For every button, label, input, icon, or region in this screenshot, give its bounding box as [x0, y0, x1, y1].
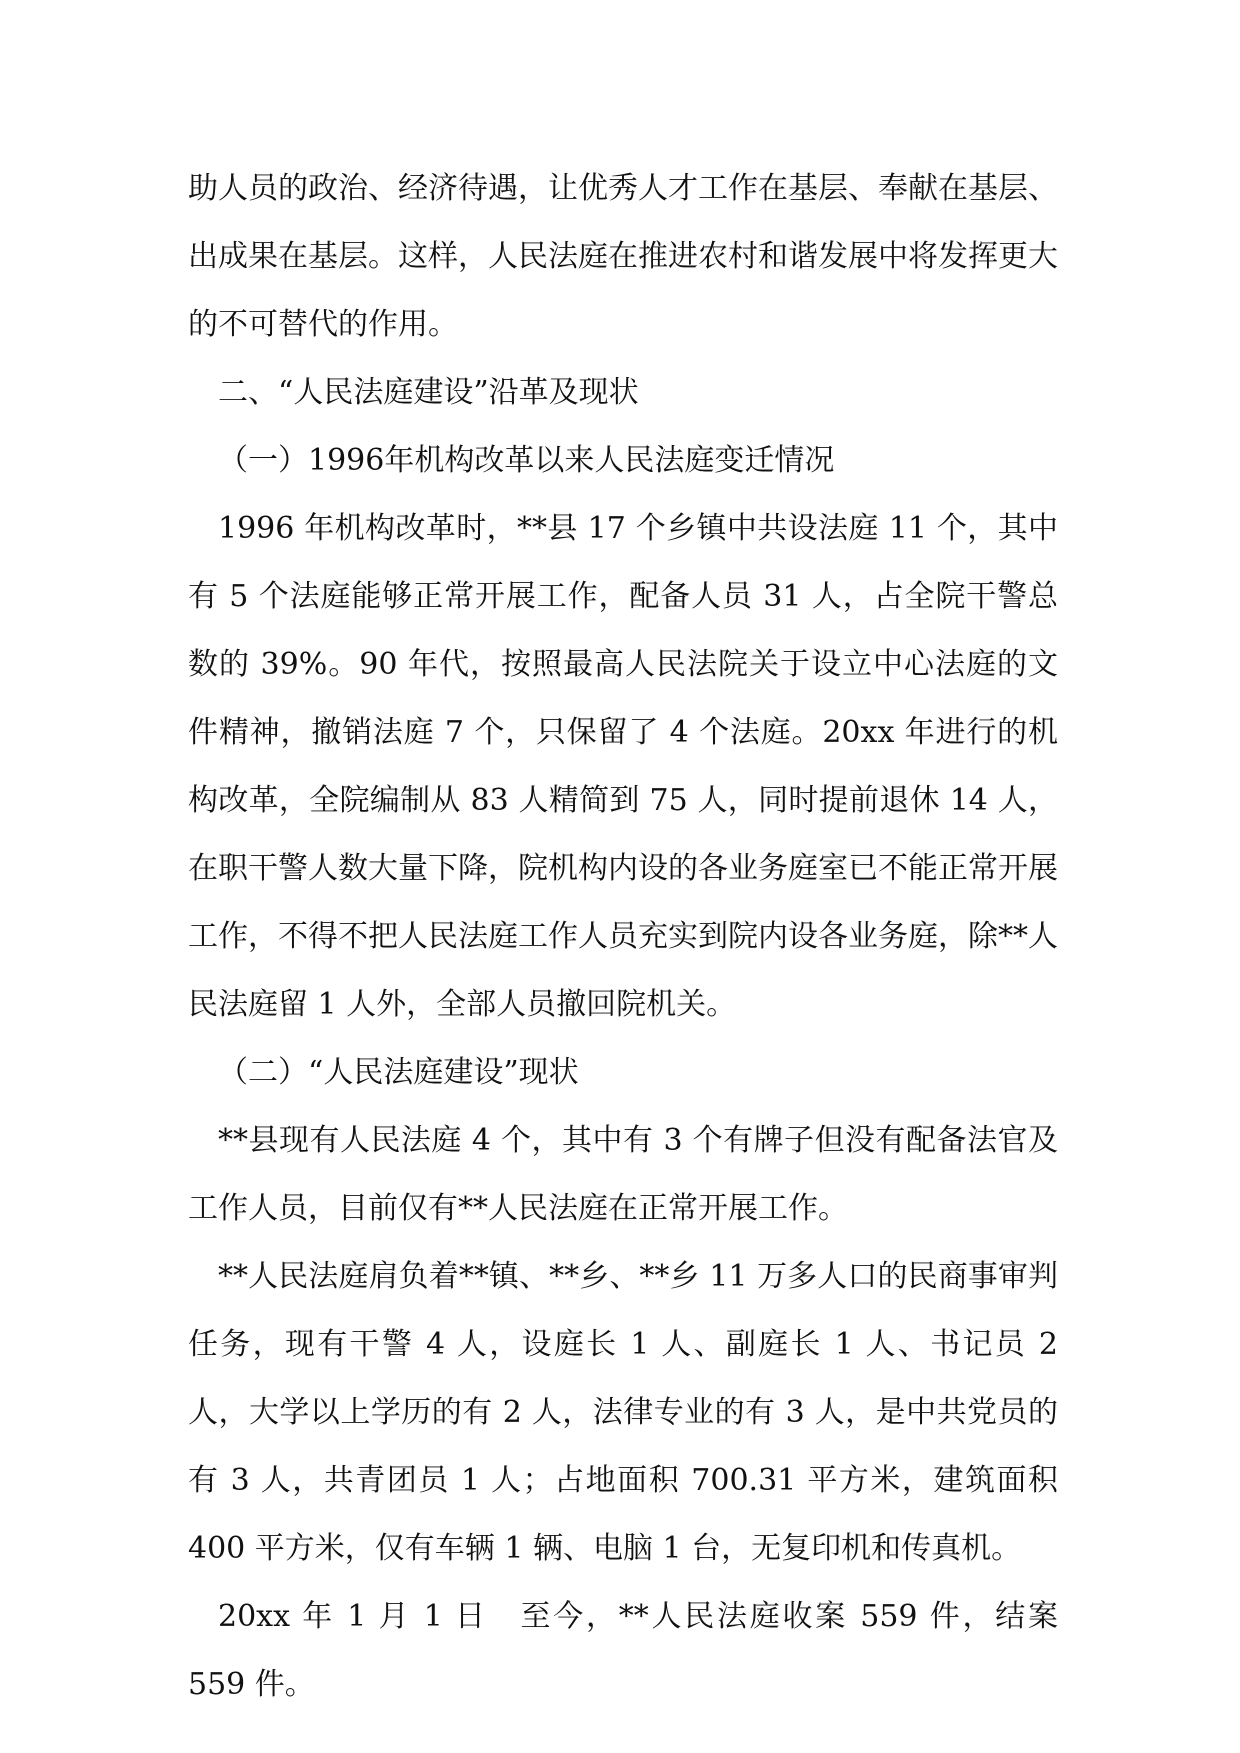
paragraph-current-status: **县现有人民法庭 4 个，其中有 3 个有牌子但没有配备法官及工作人员，目前仅有**人民法庭在正常开展工作。 [188, 1123, 1058, 1226]
document-page [188, 155, 1058, 1719]
paragraph-court-details: **人民法庭肩负着**镇、**乡、**乡 11 万多人口的民商事审判任务，现有干警 4 人，设庭长 1 人、副庭长 1 人、书记员 2 人，大学以上学历的有 2 人，法律专业的有 3 人，是中共党员的有 3 人，共青团员 1 人；占地面积 700.31 平方米，建筑面积 400 平方米，仅有车辆 1 辆、电脑 1 台，无复印机和传真机。 [188, 1259, 1058, 1566]
paragraph-case-stats: 20xx 年 1 月 1 日 至今，**人民法庭收案 559 件，结案 559 件。 [188, 1599, 1058, 1702]
paragraph-continuation: 助人员的政治、经济待遇，让优秀人才工作在基层、奉献在基层、出成果在基层。这样，人民法庭在推进农村和谐发展中将发挥更大的不可替代的作用。 [188, 171, 1058, 342]
section-heading: 二、“人民法庭建设”沿革及现状 [218, 375, 639, 410]
subsection-heading-2: （二）“人民法庭建设”现状 [218, 1055, 579, 1090]
paragraph-history: 1996 年机构改革时，**县 17 个乡镇中共设法庭 11 个，其中有 5 个法庭能够正常开展工作，配备人员 31 人，占全院干警总数的 39%。90 年代，按照最高人民法院关于设立中心法庭的文件精神，撤销法庭 7 个，只保留了 4 个法庭。20xx 年进行的机构改革，全院编制从 83 人精简到 75 人，同时提前退休 14 人，在职干警人数大量下降，院机构内设的各业务庭室已不能正常开展工作，不得不把人民法庭工作人员充实到院内设各业务庭，除**人民法庭留 1 人外，全部人员撤回院机关。 [188, 511, 1058, 1022]
subsection-heading-1: （一）1996年机构改革以来人民法庭变迁情况 [218, 443, 835, 478]
